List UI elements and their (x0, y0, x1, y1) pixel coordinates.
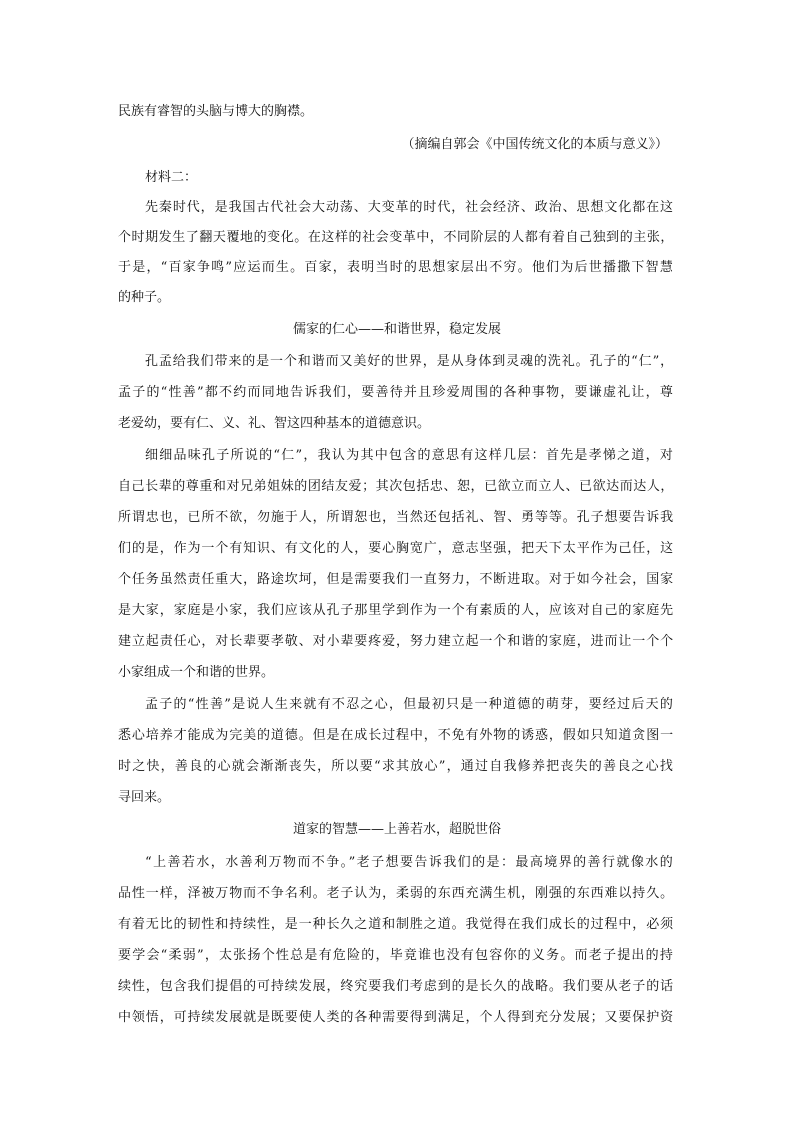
intro-last-line: 民族有睿智的头脑与博大的胸襟。 (118, 104, 314, 119)
p4-line: 孟子的“性善”是说人生来就有不忍之心，但最初只是一种道德的萌芽，要经过后天的 (145, 697, 675, 712)
source-citation: （摘编自郭会《中国传统文化的本质与意义》） (401, 137, 668, 152)
p4-line: 悉心培养才能成为完美的道德。但是在成长过程中，不免有外物的诱惑，假如只知道贪图一 (118, 728, 675, 743)
p5-line: 续性，包含我们提倡的可持续发展，终究要我们考虑到的是长久的战略。我们要从老子的话 (118, 979, 675, 994)
p1-line: 于是，“百家争鸣”应运而生。百家，表明当时的思想家层出不穷。他们为后世播撒下智慧 (118, 260, 675, 275)
p1-line: 的种子。 (118, 290, 171, 305)
p3-line: 们的是，作为一个有知识、有文化的人，要心胸宽广，意志坚强，把天下太平作为己任，这 (118, 541, 675, 556)
section-heading-confucian: 儒家的仁心——和谐世界，稳定发展 (292, 322, 501, 337)
p2-line: 孟子的“性善”都不约而同地告诉我们，要善待并且珍爱周围的各种事物，要谦虚礼让，尊 (118, 385, 675, 400)
p3-line: 细细品味孔子所说的“仁”，我认为其中包含的意思有这样几层：首先是孝悌之道，对 (145, 448, 675, 463)
p3-line: 所谓忠也，已所不欲，勿施于人，所谓恕也，当然还包括礼、智、勇等等。孔子想要告诉我 (118, 510, 675, 525)
p5-line: 有着无比的韧性和持续性，是一种长久之道和制胜之道。我觉得在我们成长的过程中，必须 (118, 917, 675, 932)
p3-line: 自己长辈的尊重和对兄弟姐妹的团结友爱；其次包括忠、恕，已欲立而立人、已欲达而达人， (118, 479, 674, 494)
material-label: 材料二： (145, 170, 198, 185)
section-heading-taoist: 道家的智慧——上善若水，超脱世俗 (292, 822, 501, 837)
p5-line: 品性一样，泽被万物而不争名利。老子认为，柔弱的东西充满生机，刚强的东西难以持久。 (118, 886, 675, 901)
p1-line: 先秦时代，是我国古代社会大动荡、大变革的时代，社会经济、政治、思想文化都在这 (145, 200, 674, 215)
p3-line: 是大家，家庭是小家，我们应该从孔子那里学到作为一个有素质的人，应该对自己的家庭先 (118, 603, 675, 618)
p5-line: “上善若水，水善利万物而不争。”老子想要告诉我们的是：最高境界的善行就像水的 (145, 855, 675, 870)
p2-line: 老爱幼，要有仁、义、礼、智这四种基本的道德意识。 (118, 416, 431, 431)
p3-line: 个任务虽然责任重大，路途坎坷，但是需要我们一直努力，不断进取。对于如今社会，国家 (118, 572, 675, 587)
p5-line: 中领悟，可持续发展就是既要使人类的各种需要得到满足，个人得到充分发展；又要保护资 (118, 1010, 675, 1025)
p5-line: 要学会“柔弱”，太张扬个性总是有危险的，毕竟谁也没有包容你的义务。而老子提出的持 (118, 948, 675, 963)
p4-line: 时之快，善良的心就会渐渐丧失，所以要“求其放心”，通过自我修养把丧失的善良之心找 (118, 759, 675, 774)
p3-line: 小家组成一个和谐的世界。 (118, 665, 275, 680)
p1-line: 个时期发生了翻天覆地的变化。在这样的社会变革中，不同阶层的人都有着自己独到的主张， (118, 230, 674, 245)
p4-line: 寻回来。 (118, 790, 171, 805)
p3-line: 建立起责任心，对长辈要孝敬、对小辈要疼爱，努力建立起一个和谐的家庭，进而让一个个 (118, 634, 675, 649)
p2-line: 孔孟给我们带来的是一个和谐而又美好的世界，是从身体到灵魂的洗礼。孔子的“仁”， (145, 354, 675, 369)
